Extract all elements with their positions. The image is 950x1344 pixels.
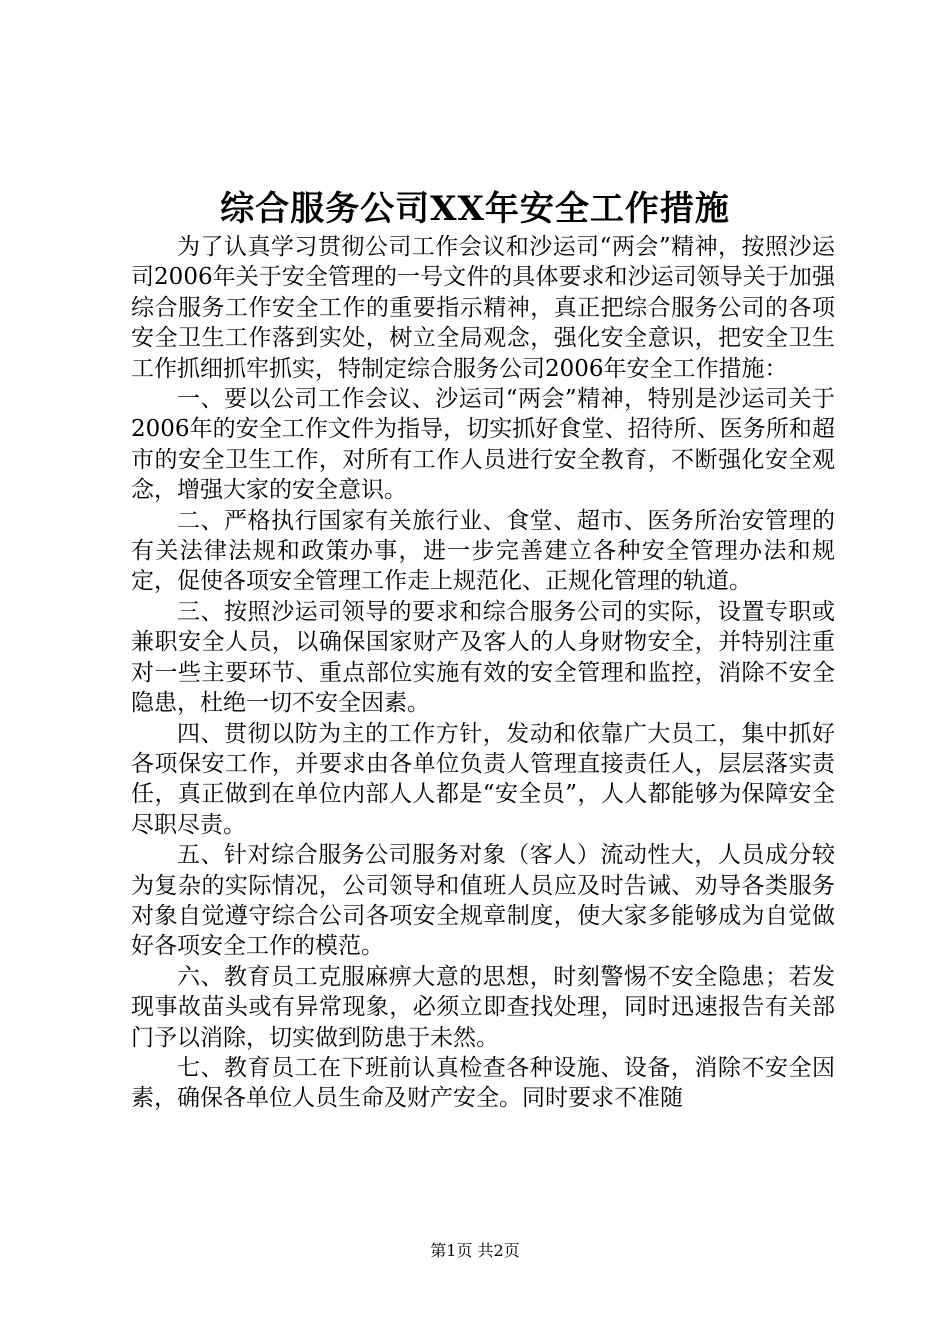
paragraph-item-1: 一、要以公司工作会议、沙运司“两会”精神，特别是沙运司关于2006年的安全工作文件为指导，切实抓好食堂、招待所、医务所和超市的安全卫生工作，对所有工作人员进行安全教育，不断强化安全观念，增强大家的安全意识。 (131, 386, 835, 504)
document-title: 综合服务公司XX年安全工作措施 (220, 189, 730, 229)
page-number-footer: 第1页 共2页 (430, 1241, 520, 1260)
paragraph-item-4: 四、贯彻以防为主的工作方针，发动和依靠广大员工，集中抓好各项保安工作，并要求由各单位负责人管理直接责任人，层层落实责任，真正做到在单位内部人人都是“安全员”，人人都能够为保障安全尽职尽责。 (131, 720, 835, 838)
paragraph-item-3: 三、按照沙运司领导的要求和综合服务公司的实际，设置专职或兼职安全人员，以确保国家财产及客人的人身财物安全，并特别注重对一些主要环节、重点部位实施有效的安全管理和监控，消除不安全隐患，杜绝一切不安全因素。 (131, 598, 835, 717)
paragraph-item-6: 六、教育员工克服麻痹大意的思想，时刻警惕不安全隐患；若发现事故苗头或有异常现象，必须立即查找处理，同时迅速报告有关部门予以消除，切实做到防患于未然。 (131, 963, 835, 1051)
paragraph-item-5: 五、针对综合服务公司服务对象（客人）流动性大，人员成分较为复杂的实际情况，公司领导和值班人员应及时告诫、劝导各类服务对象自觉遵守综合公司各项安全规章制度，使大家多能够成为自觉做好各项安全工作的模范。 (131, 842, 835, 960)
paragraph-intro: 为了认真学习贯彻公司工作会议和沙运司“两会”精神，按照沙运司2006年关于安全管理的一号文件的具体要求和沙运司领导关于加强综合服务工作安全工作的重要指示精神，真正把综合服务公司的各项安全卫生工作落到实处，树立全局观念，强化安全意识，把安全卫生工作抓细抓牢抓实，特制定综合服务公司2006年安全工作措施： (131, 234, 835, 382)
paragraph-item-2: 二、严格执行国家有关旅行业、食堂、超市、医务所治安管理的有关法律法规和政策办事，进一步完善建立各种安全管理办法和规定，促使各项安全管理工作走上规范化、正规化管理的轨道。 (131, 507, 835, 595)
document-body (131, 232, 835, 1114)
paragraph-item-7: 七、教育员工在下班前认真检查各种设施、设备，消除不安全因素，确保各单位人员生命及财产安全。同时要求不准随 (131, 1054, 835, 1112)
